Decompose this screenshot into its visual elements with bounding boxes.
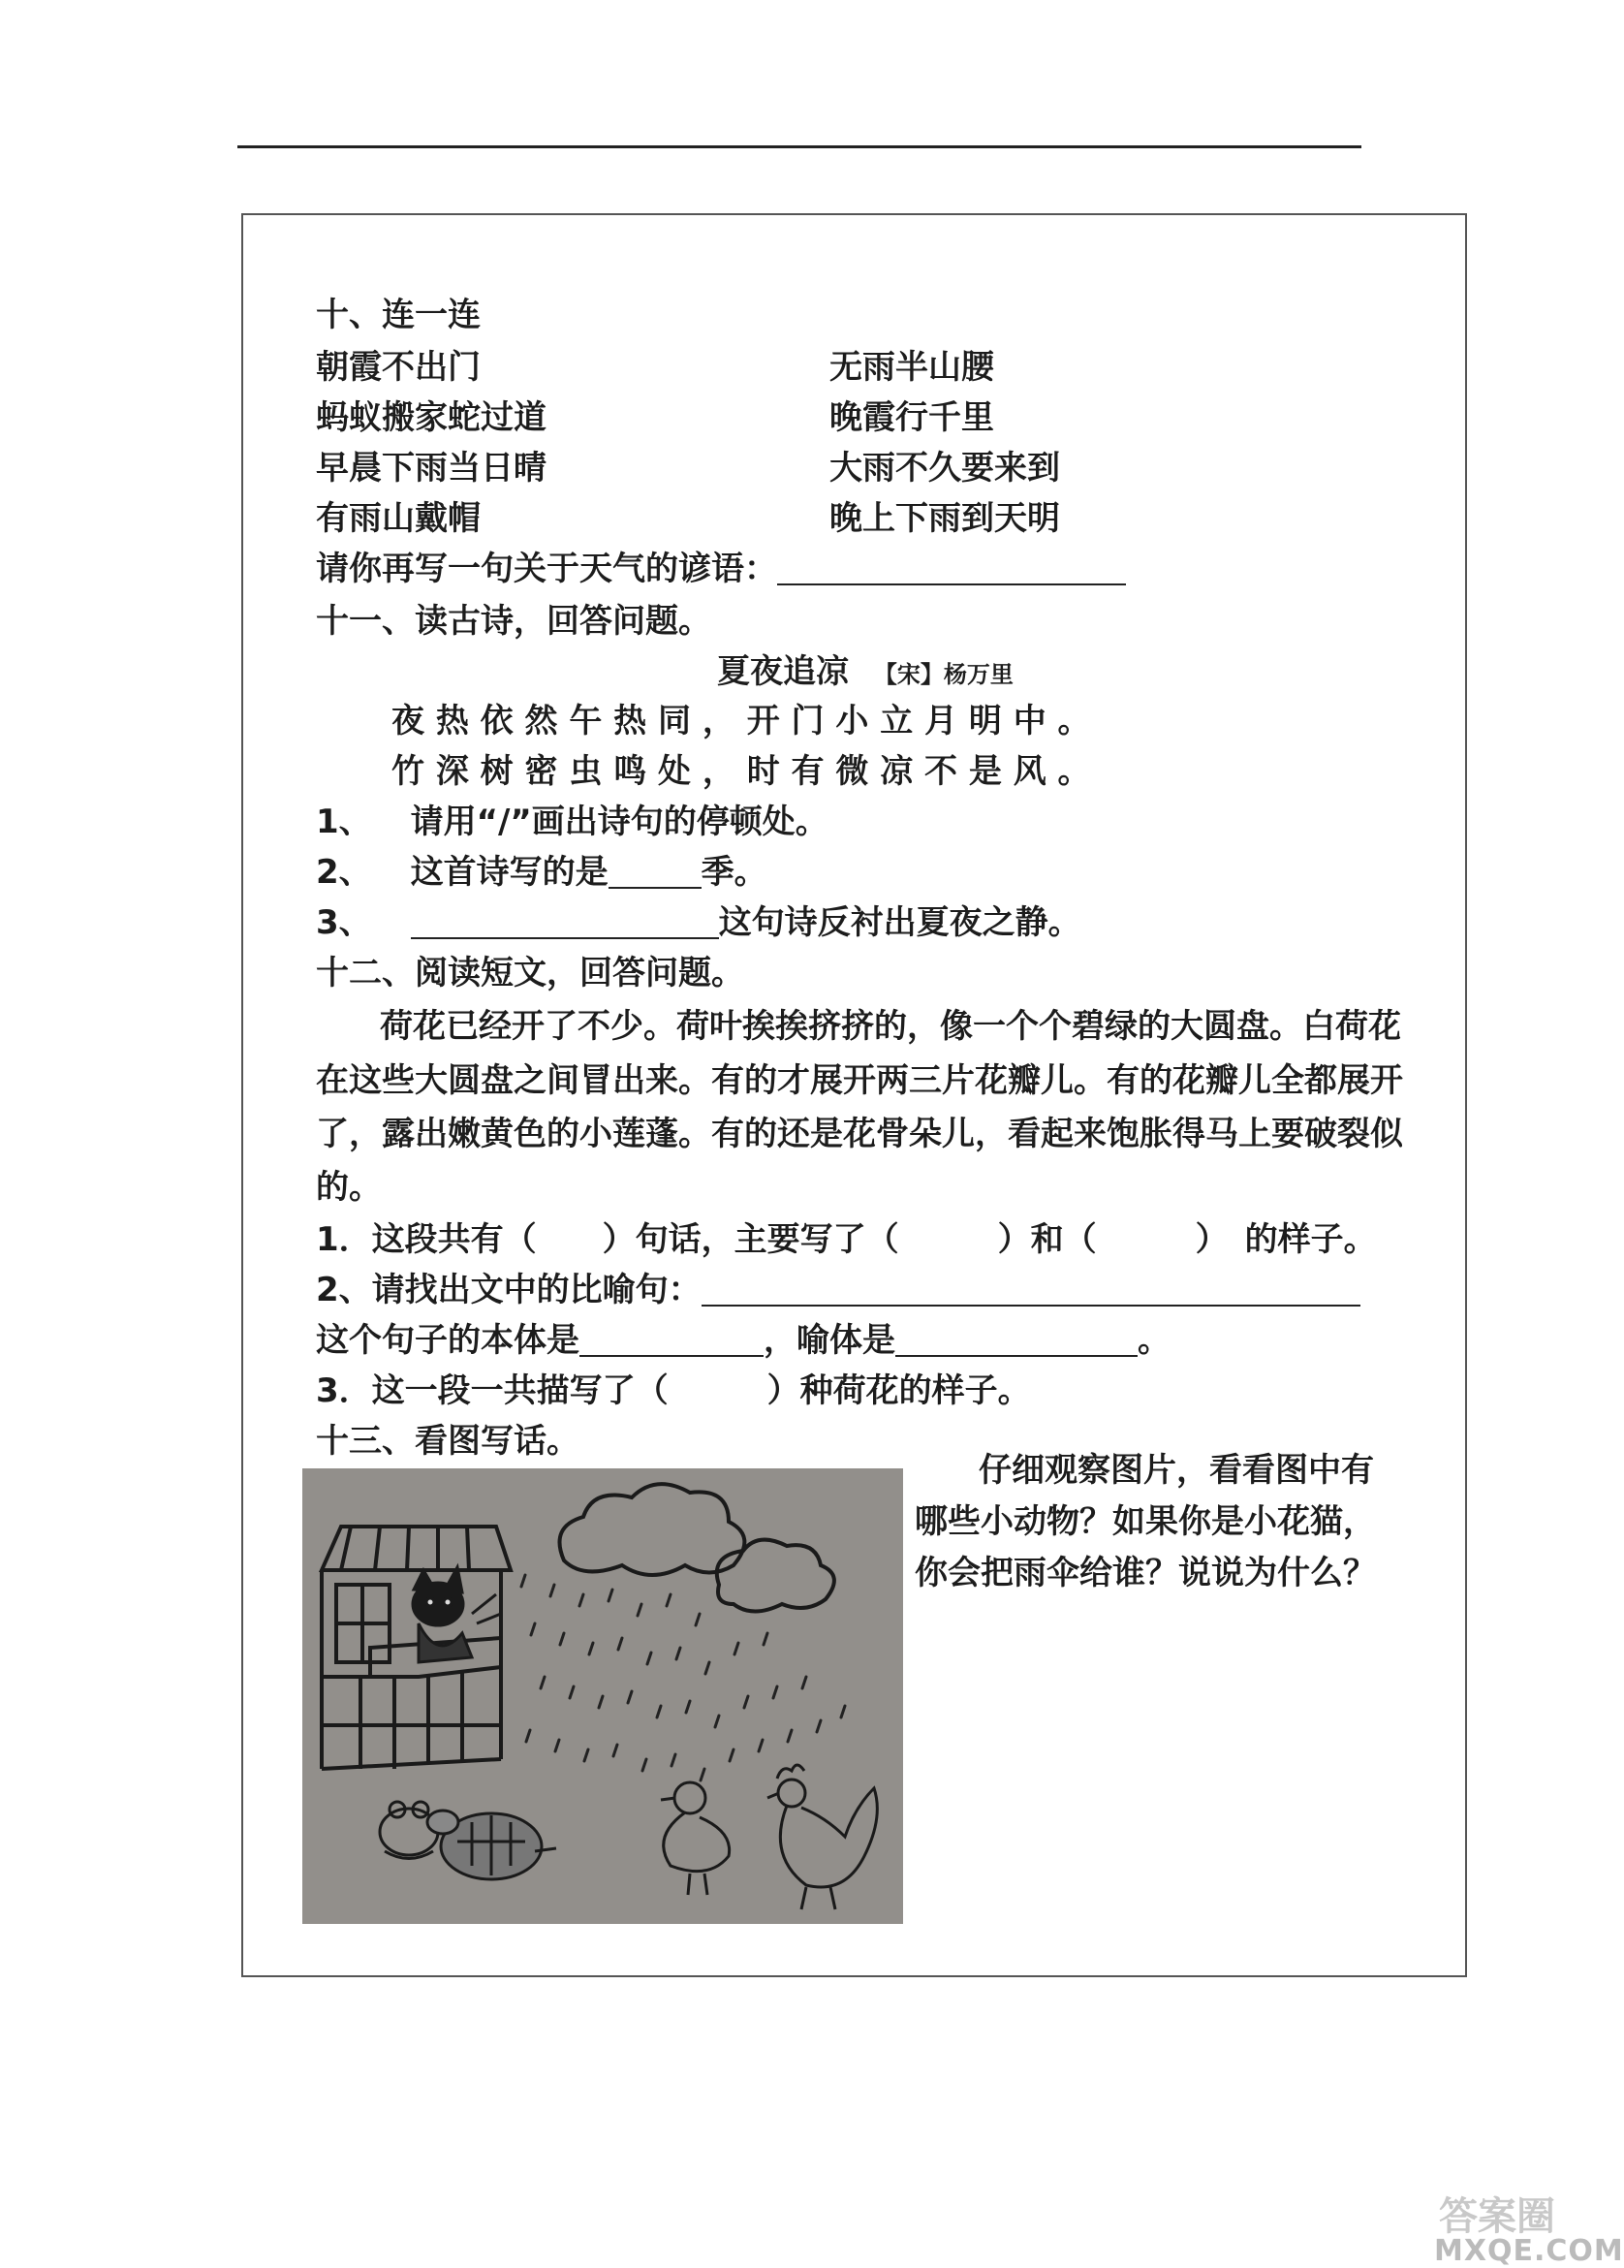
- q10-left-1: 朝霞不出门: [316, 348, 481, 387]
- q10-proverb-blank[interactable]: [777, 554, 1126, 585]
- q11-item-3-num: 3、: [316, 903, 372, 942]
- q11-item-1-num: 1、: [316, 803, 372, 841]
- q12-vehicle-label: ，喻体是: [764, 1321, 895, 1360]
- poem-heading: [717, 652, 1014, 691]
- rain-scene-illustration: [302, 1468, 903, 1924]
- q12-item-1: 1．这段共有（ ）句话，主要写了（ ）和（ ） 的样子。: [316, 1220, 1377, 1259]
- q10-right-1: 无雨半山腰: [829, 348, 994, 387]
- q12-paragraph-line-2: 在这些大圆盘之间冒出来。有的才展开两三片花瓣儿。有的花瓣儿全都展开: [316, 1061, 1403, 1100]
- poem-line-1: 夜 热 依 然 午 热 同 ， 开 门 小 立 月 明 中 。: [391, 702, 1091, 740]
- poem-author: 【宋】杨万里: [873, 661, 1014, 688]
- q11-item-2-suffix: 季。: [701, 853, 767, 892]
- q12-paragraph-line-1: 荷花已经开了不少。荷叶挨挨挤挤的，像一个个碧绿的大圆盘。白荷花: [380, 1007, 1401, 1046]
- q10-proverb-prompt: [316, 550, 1126, 588]
- q10-left-2: 蚂蚁搬家蛇过道: [316, 398, 547, 437]
- q13-prompt-line-2: 哪些小动物？如果你是小花猫，: [915, 1502, 1376, 1541]
- q11-item-2: [316, 853, 767, 892]
- q13-prompt-line-1: 仔细观察图片，看看图中有: [979, 1451, 1374, 1490]
- q12-tenor-blank[interactable]: [579, 1326, 764, 1357]
- q11-item-3: [316, 903, 1081, 942]
- q11-item-3-text: 这句诗反衬出夏夜之静。: [718, 903, 1081, 942]
- q12-simile-blank[interactable]: [702, 1276, 1360, 1307]
- q13-prompt-line-3: 你会把雨伞给谁？说说为什么？: [915, 1554, 1376, 1592]
- watermark-text: MXQE.COM: [1434, 2234, 1624, 2268]
- q11-item-2-num: 2、: [316, 853, 372, 892]
- q12-item-2-sub: [316, 1321, 1171, 1360]
- q11-item-1: [316, 803, 828, 841]
- q12-item-2-label: 2、请找出文中的比喻句：: [316, 1271, 702, 1309]
- rain-scene-drawing: [302, 1468, 903, 1924]
- top-rule: [237, 145, 1361, 148]
- q12-item-3: 3．这一段一共描写了（ ）种荷花的样子。: [316, 1371, 1031, 1410]
- q11-title: 十一、读古诗，回答问题。: [316, 602, 711, 641]
- q12-vehicle-blank[interactable]: [895, 1326, 1138, 1357]
- q12-title: 十二、阅读短文，回答问题。: [316, 954, 744, 992]
- q10-left-4: 有雨山戴帽: [316, 499, 481, 538]
- q12-paragraph-line-4: 的。: [316, 1168, 382, 1207]
- q10-proverb-label: 请你再写一句关于天气的谚语：: [316, 550, 777, 588]
- q10-left-3: 早晨下雨当日晴: [316, 449, 547, 488]
- poem-title: 夏夜追凉: [717, 652, 849, 691]
- q11-line-blank[interactable]: [411, 908, 719, 939]
- q12-sub-end: 。: [1138, 1321, 1171, 1360]
- q10-title: 十、连一连: [316, 296, 481, 334]
- q10-right-4: 晚上下雨到天明: [829, 499, 1060, 538]
- watermark-logo-icon: 答案圈: [1439, 2194, 1555, 2239]
- poem-line-2: 竹 深 树 密 虫 鸣 处 ， 时 有 微 凉 不 是 风 。: [391, 752, 1091, 791]
- q12-tenor-label: 这个句子的本体是: [316, 1321, 579, 1360]
- q13-title: 十三、看图写话。: [316, 1422, 579, 1461]
- q10-right-3: 大雨不久要来到: [829, 449, 1060, 488]
- q11-season-blank[interactable]: [609, 858, 702, 889]
- q11-item-1-text: 请用“/”画出诗句的停顿处。: [410, 803, 828, 841]
- q11-item-2-text: 这首诗写的是: [410, 853, 609, 892]
- q12-item-2: [316, 1271, 1360, 1309]
- q12-paragraph-line-3: 了，露出嫩黄色的小莲蓬。有的还是花骨朵儿，看起来饱胀得马上要破裂似: [316, 1115, 1403, 1153]
- q10-right-2: 晚霞行千里: [829, 398, 994, 437]
